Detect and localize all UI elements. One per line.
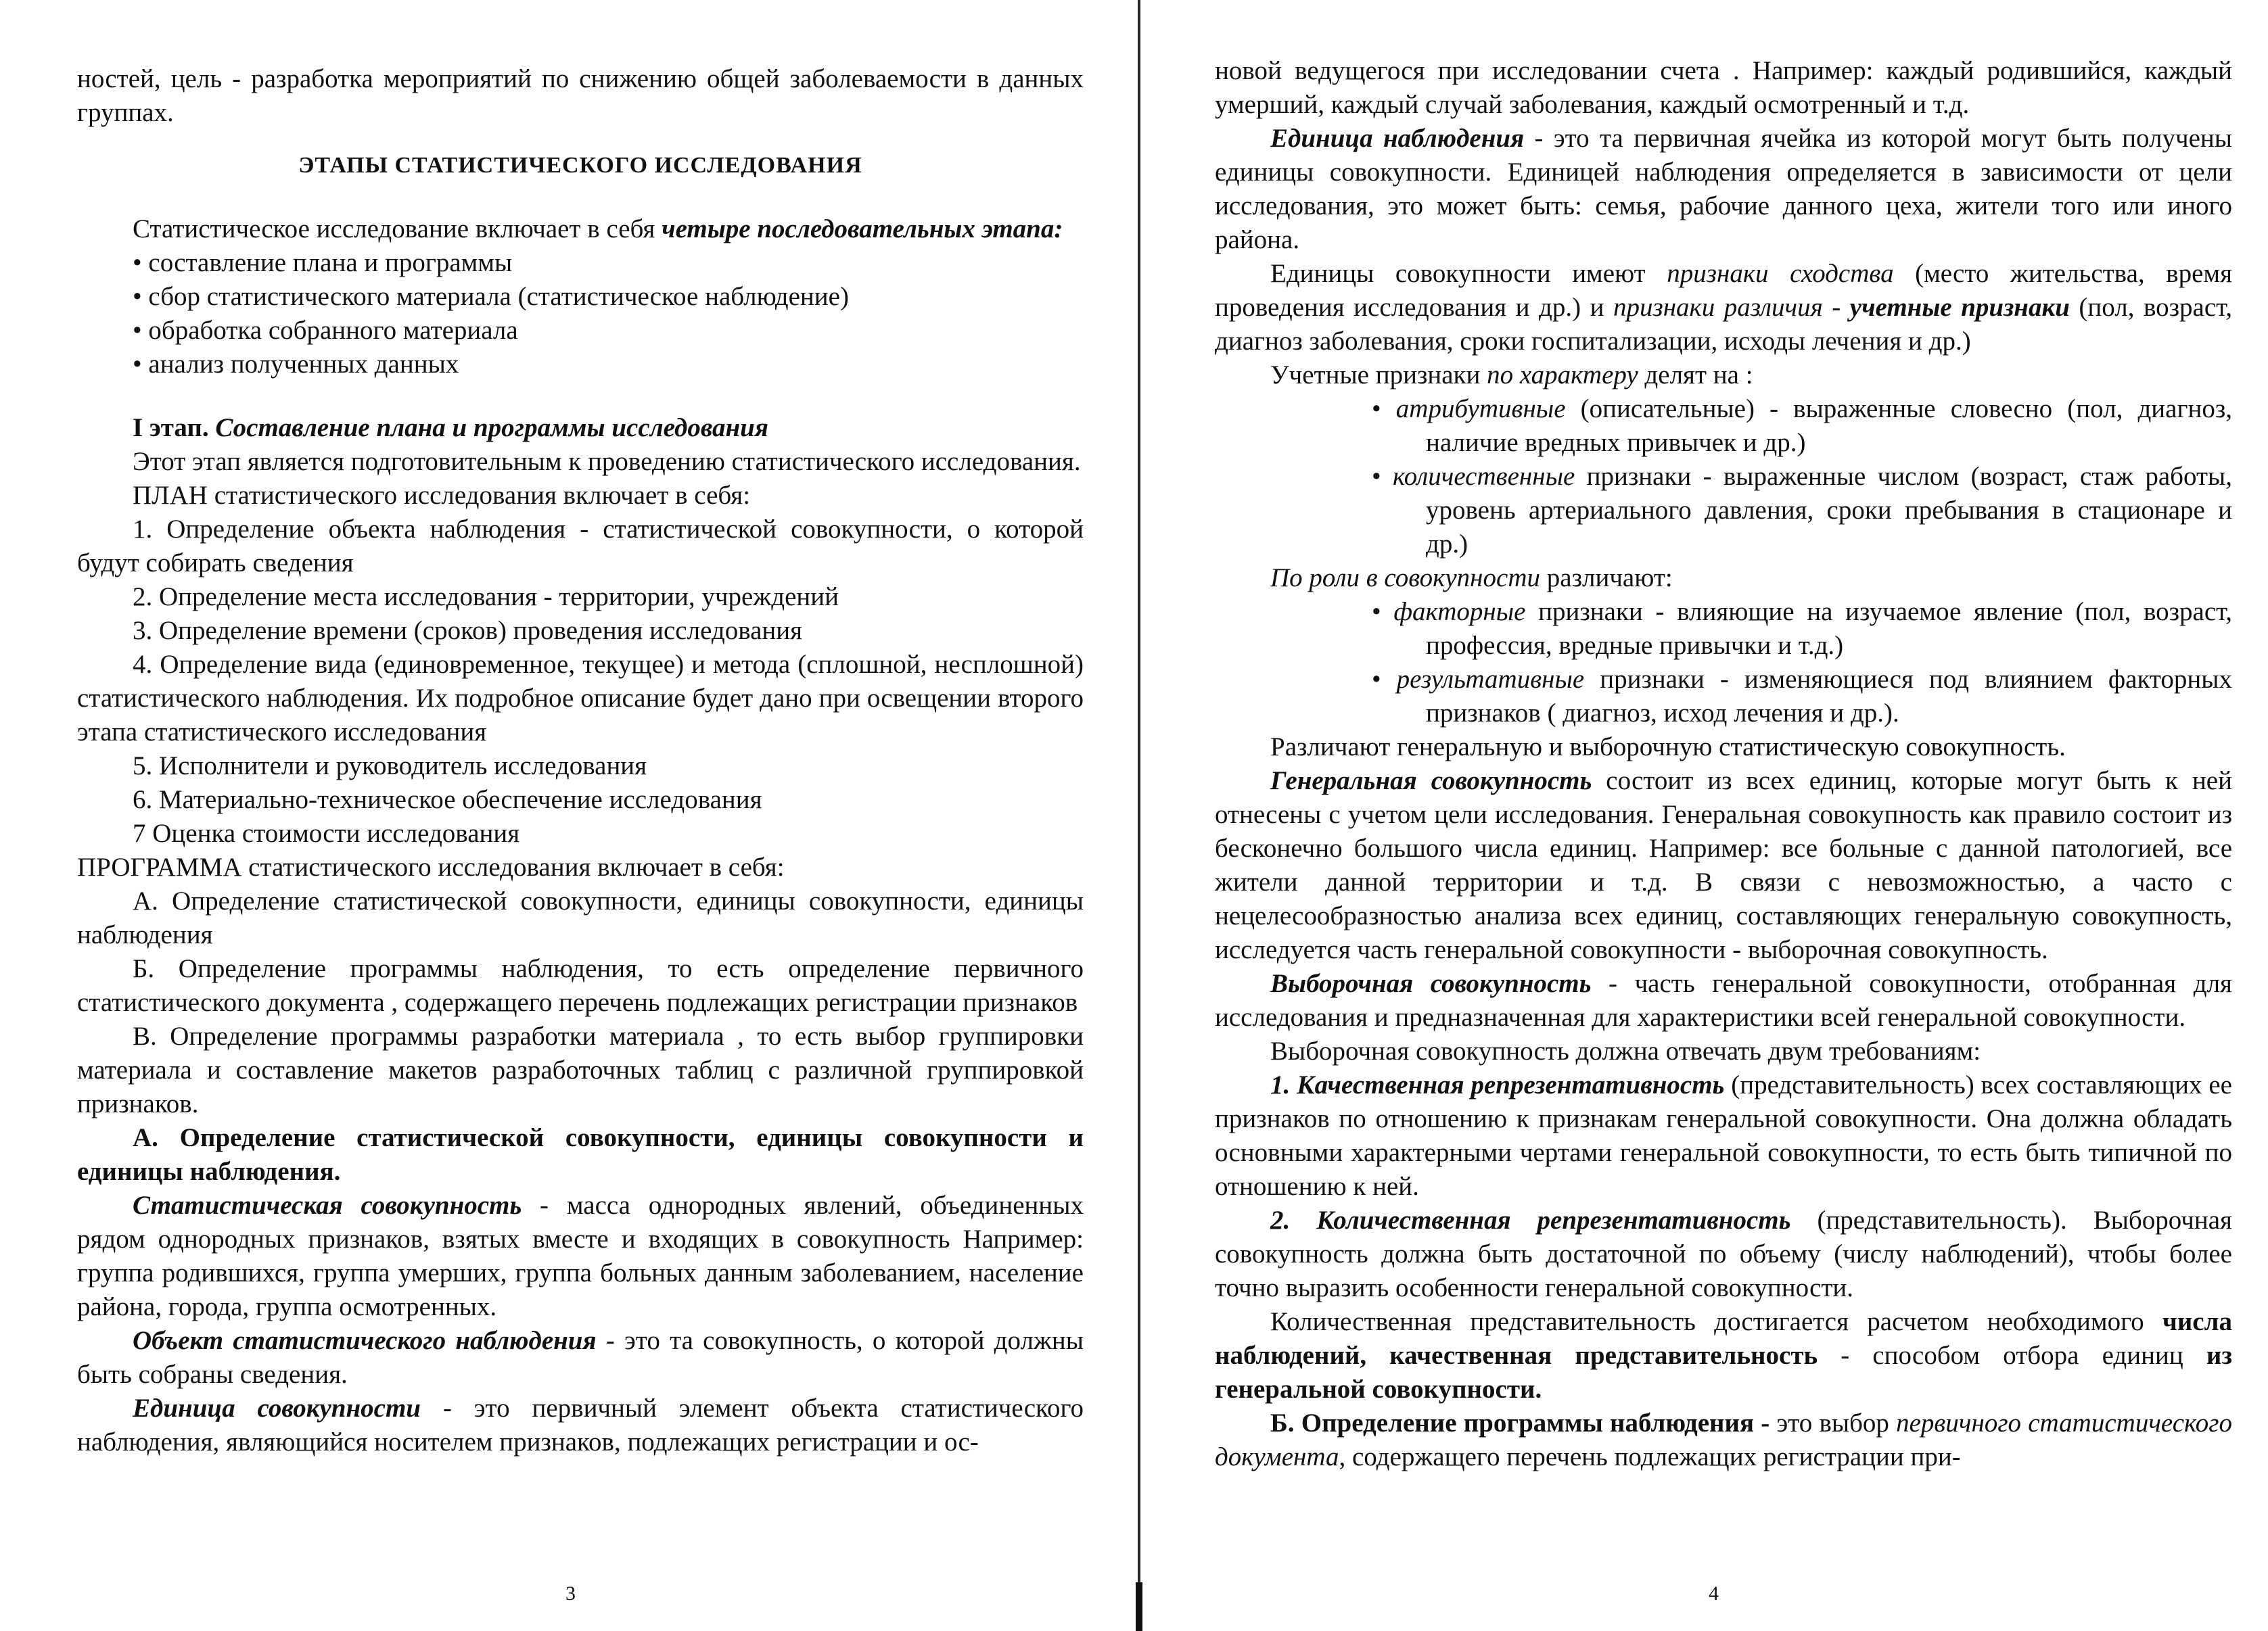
subsection-heading: А. Определение статистической совокупности, единицы совокупности и единицы наблюдения. <box>77 1123 1084 1186</box>
paragraph: Этот этап является подготовительным к проведению статистического исследования. <box>133 447 1081 476</box>
list-item: • составление плана и программы <box>77 246 1084 280</box>
list-item: 6. Материально-техническое обеспечение исследования <box>133 785 762 814</box>
paragraph: ностей, цель - разработка мероприятий по снижению общей заболеваемости в данных группах. <box>77 64 1084 127</box>
list-item: 5. Исполнители и руководитель исследования <box>133 751 647 780</box>
right-page <box>1143 0 2268 1631</box>
paragraph: Различают генеральную и выборочную статистическую совокупность. <box>1270 732 2066 761</box>
list-item: • обработка собранного материала <box>77 314 1084 348</box>
book-spine <box>1134 0 1143 1631</box>
list-item: А. Определение статистической совокупности, единицы совокупности, единицы наблюдения <box>77 887 1084 949</box>
paragraph: Учетные признаки по характеру делят на : <box>1270 360 1753 389</box>
definition: Единица совокупности - это первичный элемент объекта статистического наблюдения, являющийся носителем признаков, подлежащих регистрации и ос- <box>77 1394 1084 1457</box>
section-heading: ЭТАПЫ СТАТИСТИЧЕСКОГО ИССЛЕДОВАНИЯ <box>298 153 862 178</box>
list-item: • факторные признаки - влияющие на изучаемое явление (пол, возраст, профессия, вредные привычки и т.д.) <box>1215 595 2232 663</box>
paragraph: новой ведущегося при исследовании счета . Например: каждый родившийся, каждый умерший, каждый случай заболевания, каждый осмотренный и т.д. <box>1215 56 2232 119</box>
paragraph: По роли в совокупности различают: <box>1270 563 1673 592</box>
page-number: 3 <box>565 1582 576 1605</box>
paragraph: ПЛАН статистического исследования включает в себя: <box>133 481 751 510</box>
list-item: 3. Определение времени (сроков) проведения исследования <box>133 616 803 645</box>
paragraph: Выборочная совокупность должна отвечать двум требованиям: <box>1270 1037 1981 1066</box>
list-item: 4. Определение вида (единовременное, текущее) и метода (сплошной, несплошной) статистического наблюдения. Их подробное описание будет дано при освещении второго этапа статистического исследования <box>77 650 1084 747</box>
definition: Статистическая совокупность - масса однородных явлений, объединенных рядом однородных признаков, взятых вместе и входящих в совокупность Например: группа родившихся, группа умерших, группа больных данным заболеванием, население района, города, группа осмотренных. <box>77 1191 1084 1321</box>
list-item: • результативные признаки - изменяющиеся под влиянием факторных признаков ( диагноз, исход лечения и др.). <box>1215 663 2232 730</box>
list-item: • атрибутивные (описательные) - выраженные словесно (пол, диагноз, наличие вредных привычек и др.) <box>1215 392 2232 460</box>
definition: Генеральная совокупность состоит из всех единиц, которые могут быть к ней отнесены с учетом цели исследования. Генеральная совокупность как правило состоит из бесконечно большого числа единиц. Например: все больные с данной патологией, все жители данной территории и т.д. В связи с невозможностью, а часто с нецелесообразностью анализа всех единиц, составляющих генеральную совокупность, исследуется часть генеральной совокупности - выборочная совокупность. <box>1215 766 2232 964</box>
list-item: • количественные признаки - выраженные числом (возраст, стаж работы, уровень артериального давления, сроки пребывания в стационаре и др.) <box>1215 460 2232 561</box>
paragraph: ПРОГРАММА статистического исследования включает в себя: <box>77 853 785 882</box>
definition: Единица наблюдения - это та первичная ячейка из которой могут быть получены единицы совокупности. Единицей наблюдения определяется в зависимости от цели исследования, это может быть: семья, рабочие данного цеха, жители того или иного района. <box>1215 124 2232 254</box>
requirement: 1. Качественная репрезентативность (представительность) всех составляющих ее признаков по отношению к признакам генеральной совокупности. Она должна обладать основными характерными чертами генеральной совокупности, то есть быть типичной по отношению к ней. <box>1215 1070 2232 1201</box>
list-item: В. Определение программы разработки материала , то есть выбор группировки материала и составление макетов разработочных таблиц с различной группировкой признаков. <box>77 1022 1084 1118</box>
paragraph: Количественная представительность достигается расчетом необходимого числа наблюдений, качественная представительность - способом отбора единиц из генеральной совокупности. <box>1215 1307 2232 1404</box>
subsection-heading: Б. Определение программы наблюдения - это выбор первичного статистического документа, содержащего перечень подлежащих регистрации при- <box>1215 1409 2233 1471</box>
page-number: 4 <box>1709 1582 1719 1605</box>
list-item: Б. Определение программы наблюдения, то есть определение первичного статистического документа , содержащего перечень подлежащих регистрации признаков <box>77 954 1084 1017</box>
requirement: 2. Количественная репрезентативность (представительность). Выборочная совокупность должна быть достаточной по объему (числу наблюдений), чтобы более точно выразить особенности генеральной совокупности. <box>1215 1206 2232 1302</box>
right-page-text <box>1215 54 2232 1474</box>
left-page <box>0 0 1123 1631</box>
list-item: 7 Оценка стоимости исследования <box>133 819 520 848</box>
paragraph: Статистическое исследование включает в себя четыре последовательных этапа: <box>133 214 1063 243</box>
list-item: • сбор статистического материала (статистическое наблюдение) <box>77 280 1084 314</box>
list-item: 2. Определение места исследования - территории, учреждений <box>133 582 839 611</box>
list-item: • анализ полученных данных <box>77 348 1084 381</box>
definition: Объект статистического наблюдения - это та совокупность, о которой должны быть собраны сведения. <box>77 1326 1084 1389</box>
definition: Выборочная совокупность - часть генеральной совокупности, отобранная для исследования и предназначенная для характеристики всей генеральной совокупности. <box>1215 969 2232 1032</box>
stage-heading: I этап. Составление плана и программы исследования <box>133 413 768 442</box>
left-page-text <box>77 62 1084 1459</box>
paragraph: Единицы совокупности имеют признаки сходства (место жительства, время проведения исследования и др.) и признаки различия - учетные признаки (пол, возраст, диагноз заболевания, сроки госпитализации, исходы лечения и др.) <box>1215 259 2233 356</box>
list-item: 1. Определение объекта наблюдения - статистической совокупности, о которой будут собирать сведения <box>77 515 1084 577</box>
